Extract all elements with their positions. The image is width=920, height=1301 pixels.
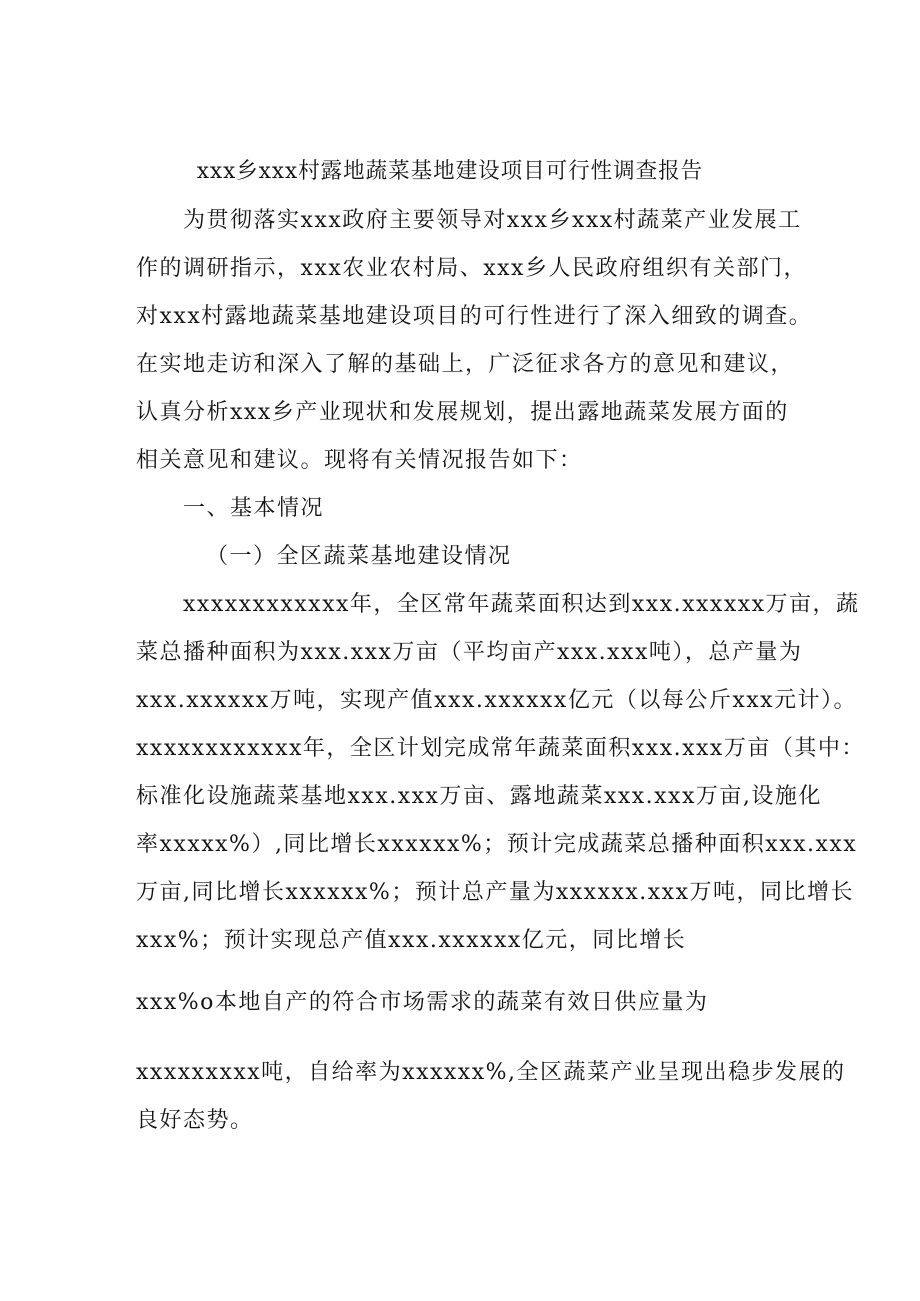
body-line-10: xxxxxxxxx吨，自给率为xxxxxx%,全区蔬菜产业呈现出稳步发展的 bbox=[136, 1060, 846, 1085]
body-line-9: xxx%o本地自产的符合市场需求的蔬菜有效日供应量为 bbox=[136, 990, 709, 1015]
intro-line-1: 为贯彻落实xxx政府主要领导对xxx乡xxx村蔬菜产业发展工 bbox=[183, 208, 802, 233]
body-line-7: 万亩,同比增长xxxxxx%；预计总产量为xxxxxx.xxx万吨，同比增长 bbox=[136, 880, 855, 905]
document-title: xxx乡xxx村露地蔬菜基地建设项目可行性调查报告 bbox=[196, 159, 704, 184]
body-line-11: 良好态势。 bbox=[136, 1108, 254, 1133]
body-line-6: 率xxxxx%）,同比增长xxxxxx%；预计完成蔬菜总播种面积xxx.xxx bbox=[136, 832, 858, 857]
body-line-5: 标准化设施蔬菜基地xxx.xxx万亩、露地蔬菜xxx.xxx万亩,设施化 bbox=[136, 784, 822, 809]
body-line-2: 菜总播种面积为xxx.xxx万亩（平均亩产xxx.xxx吨），总产量为 bbox=[136, 640, 803, 665]
body-line-4: xxxxxxxxxxxx年，全区计划完成常年蔬菜面积xxx.xxx万亩（其中： bbox=[136, 736, 865, 761]
intro-line-5: 认真分析xxx乡产业现状和发展规划，提出露地蔬菜发展方面的 bbox=[136, 400, 789, 425]
intro-line-4: 在实地走访和深入了解的基础上，广泛征求各方的意见和建议， bbox=[136, 352, 795, 377]
intro-line-2: 作的调研指示，xxx农业农村局、xxx乡人民政府组织有关部门， bbox=[136, 256, 807, 281]
body-line-8: xxx%；预计实现总产值xxx.xxxxxx亿元，同比增长 bbox=[136, 928, 687, 953]
intro-line-6: 相关意见和建议。现将有关情况报告如下： bbox=[136, 448, 583, 473]
body-line-1: xxxxxxxxxxxx年，全区常年蔬菜面积达到xxx.xxxxxx万亩，蔬 bbox=[183, 592, 860, 617]
intro-line-3: 对xxx村露地蔬菜基地建设项目的可行性进行了深入细致的调查。 bbox=[136, 304, 813, 329]
subsection-heading: （一）全区蔬菜基地建设情况 bbox=[206, 544, 512, 569]
section-heading: 一、基本情况 bbox=[183, 496, 325, 521]
body-line-3: xxx.xxxxxx万吨，实现产值xxx.xxxxxx亿元（以每公斤xxx元计）。 bbox=[136, 688, 858, 713]
